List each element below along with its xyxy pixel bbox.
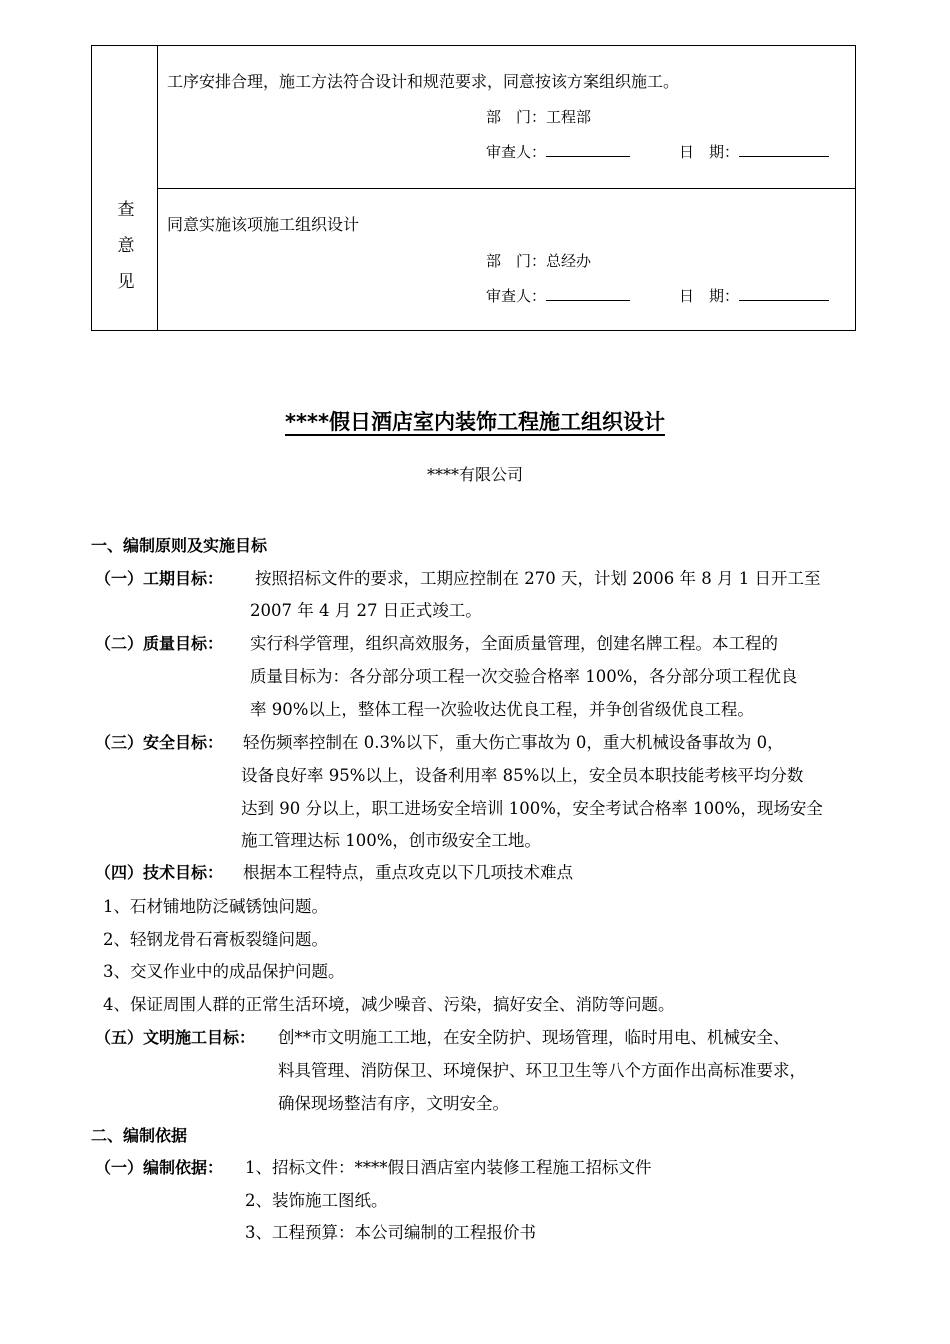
list-item: 2、装饰施工图纸。 (245, 1191, 388, 1210)
list-item: 4、保证周围人群的正常生活环境，减少噪音、污染，搞好安全、消防等问题。 (103, 995, 675, 1014)
section-heading: 一、编制原则及实施目标 (91, 536, 268, 555)
goal-label-civilized: （五）文明施工目标： (95, 1028, 256, 1047)
document-title: ****假日酒店室内装饰工程施工组织设计 (285, 410, 665, 434)
list-item: 1、招标文件：****假日酒店室内装修工程施工招标文件 (245, 1158, 652, 1177)
goal-text: 2007 年 4 月 27 日正式竣工。 (250, 601, 482, 620)
date-line: 日 期： (679, 141, 829, 162)
goal-text: 料具管理、消防保卫、环境保护、环卫卫生等八个方面作出高标准要求， (278, 1061, 806, 1080)
department-line: 部 门：工程部 (486, 108, 592, 126)
reviewer-signature-line: 审查人： (486, 285, 630, 306)
review-opinion-table (91, 45, 856, 331)
department-line: 部 门：总经办 (486, 252, 592, 270)
review-side-column (92, 46, 158, 330)
goal-text: 创**市文明施工工地，在安全防护、现场管理，临时用电、机械安全、 (278, 1028, 790, 1047)
date-blank[interactable] (739, 286, 829, 301)
list-item: 1、石材铺地防泛碱锈蚀问题。 (103, 897, 328, 916)
list-item: 3、工程预算：本公司编制的工程报价书 (245, 1223, 536, 1242)
goal-text: 轻伤频率控制在 0.3%以下，重大伤亡事故为 0，重大机械设备事故为 0， (243, 733, 784, 752)
goal-text: 质量目标为：各分部分项工程一次交验合格率 100%，各分部分项工程优良 (250, 667, 798, 686)
list-item: 3、交叉作业中的成品保护问题。 (103, 962, 345, 981)
reviewer-blank[interactable] (546, 286, 630, 301)
reviewer-signature-line: 审查人： (486, 141, 630, 162)
goal-text: 根据本工程特点，重点攻克以下几项技术难点 (243, 863, 573, 882)
goal-label-schedule: （一）工期目标： (95, 569, 224, 588)
review-opinion-text: 工序安排合理，施工方法符合设计和规范要求，同意按该方案组织施工。 (167, 72, 680, 91)
goal-text: 达到 90 分以上，职工进场安全培训 100%，安全考试合格率 100%，现场安全 (241, 799, 823, 818)
list-item: 2、轻钢龙骨石膏板裂缝问题。 (103, 930, 328, 949)
date-blank[interactable] (739, 142, 829, 157)
review-row-general-office (158, 189, 855, 330)
goal-text: 率 90%以上，整体工程一次验收达优良工程，并争创省级优良工程。 (250, 700, 754, 719)
reviewer-blank[interactable] (546, 142, 630, 157)
goal-text: 确保现场整洁有序，文明安全。 (278, 1094, 509, 1113)
date-line: 日 期： (679, 285, 829, 306)
goal-label-safety: （三）安全目标： (95, 733, 224, 752)
section-heading: 二、编制依据 (91, 1126, 188, 1145)
goal-text: 施工管理达标 100%，创市级安全工地。 (241, 831, 541, 850)
goal-text: 实行科学管理，组织高效服务，全面质量管理，创建名牌工程。本工程的 (250, 634, 778, 653)
goal-text: 设备良好率 95%以上，设备利用率 85%以上，安全员本职技能考核平均分数 (241, 766, 804, 785)
goal-label-quality: （二）质量目标： (95, 634, 224, 653)
review-opinion-text: 同意实施该项施工组织设计 (167, 215, 360, 234)
goal-label-technical: （四）技术目标： (95, 863, 224, 882)
review-side-label: 查 意 见 (117, 200, 135, 292)
goal-text: 按照招标文件的要求，工期应控制在 270 天，计划 2006 年 8 月 1 日开工至 (255, 569, 821, 588)
review-row-engineering (158, 46, 855, 189)
company-name: ****有限公司 (426, 465, 523, 484)
basis-label: （一）编制依据： (95, 1158, 224, 1177)
